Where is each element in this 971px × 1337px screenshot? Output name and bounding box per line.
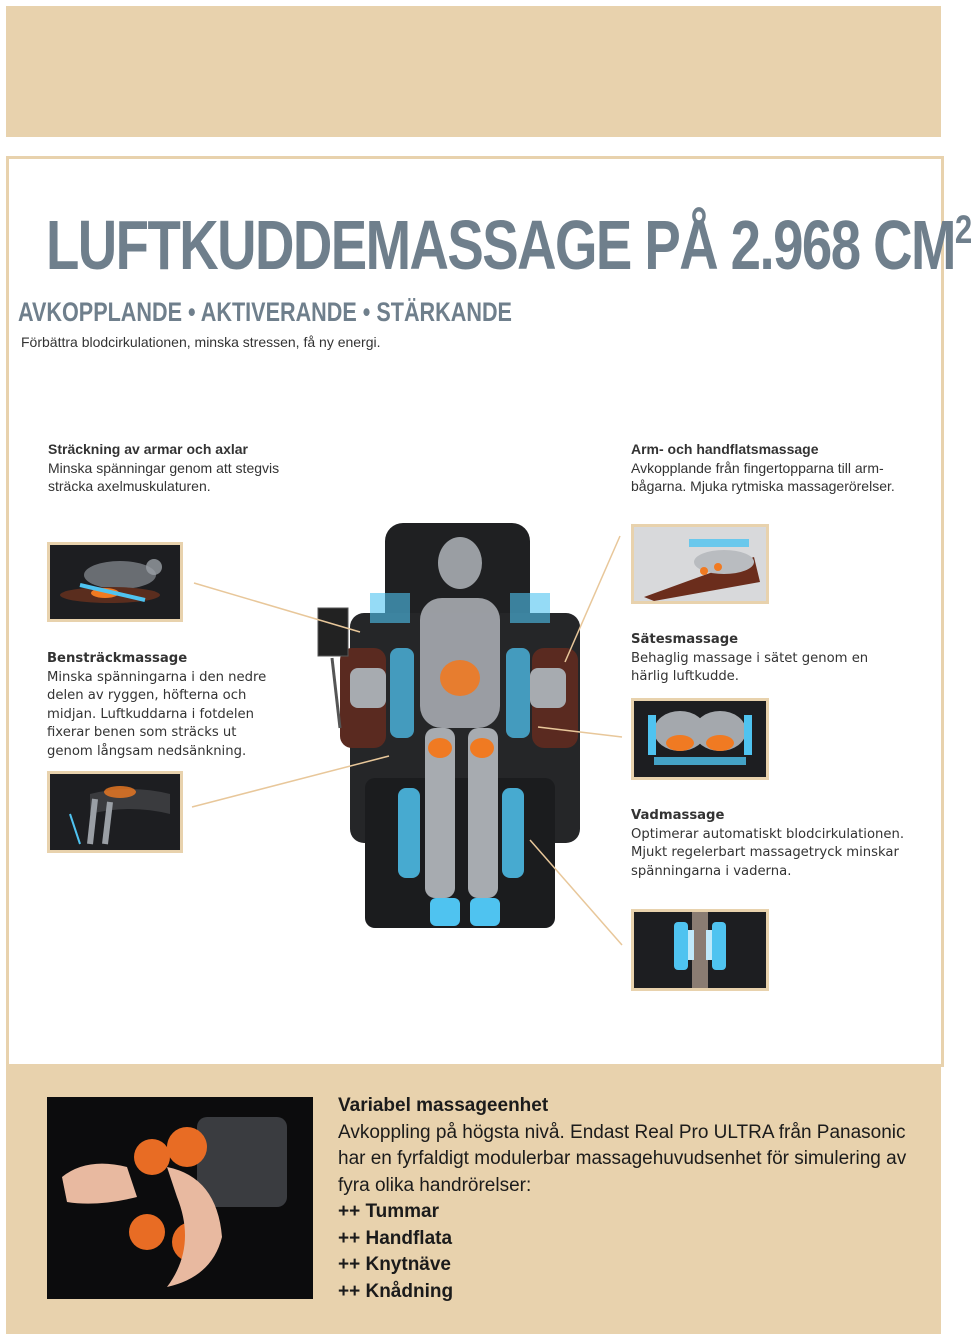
feature-text: bågarna. Mjuka rytmiska massagerörelser. xyxy=(631,478,895,494)
feature-text: Behaglig massage i sätet genom en xyxy=(631,650,869,666)
intro-text: Förbättra blodcirkulationen, minska stressen, få ny energi. xyxy=(21,334,381,350)
feature-text: sträcka axelmuskulaturen. xyxy=(48,478,211,494)
section-text: Avkoppling på högsta nivå. Endast Real Pro ULTRA från Panasonic xyxy=(338,1121,906,1143)
list-item: ++ Handflata xyxy=(338,1227,453,1249)
list-item: ++ Tummar xyxy=(338,1201,440,1222)
feature-heading: Bensträckmassage xyxy=(47,651,188,666)
feature-text: Minska spänningar genom att stegvis xyxy=(48,459,280,476)
feature-text: delen av ryggen, höfterna och xyxy=(47,688,247,703)
feature-text: spänningarna i vaderna. xyxy=(631,863,792,879)
feature-heading: Vadmassage xyxy=(631,808,725,823)
section-text: har en fyrfaldigt modulerbar massagehuvudsenhet för simulering av xyxy=(338,1148,907,1169)
feature-text: Optimerar automatiskt blodcirkulationen. xyxy=(631,826,905,842)
feature-heading: Sträckning av armar och axlar xyxy=(48,441,248,457)
feature-heading: Sätesmassage xyxy=(631,632,739,647)
feature-text: midjan. Luftkuddarna i fotdelen xyxy=(47,706,255,722)
feature-text: Mjukt regelerbart massagetryck minskar xyxy=(631,845,899,860)
feature-text: härlig luftkudde. xyxy=(631,669,739,684)
feature-heading: Arm- och handflatsmassage xyxy=(631,441,819,457)
massage-unit-image xyxy=(47,1097,313,1299)
page-subtitle: AVKOPPLANDE • AKTIVERANDE • STÄRKANDE xyxy=(18,297,512,327)
feature-text: fixerar benen som sträcks ut xyxy=(47,725,237,740)
section-heading: Variabel massageenhet xyxy=(338,1095,549,1116)
feature-text: genom långsam nedsänkning. xyxy=(47,743,247,759)
feature-text: Avkopplande från fingertopparna till arm- xyxy=(631,459,884,476)
list-item: ++ Knådning xyxy=(338,1280,454,1302)
feature-text: Minska spänningarna i den nedre xyxy=(47,669,267,685)
variable-unit-section xyxy=(338,1093,906,1305)
section-text: fyra olika handrörelser: xyxy=(338,1174,532,1196)
page-title: LUFTKUDDEMASSAGE PÅ 2.968 $CM^2$ xyxy=(46,206,971,284)
list-item: ++ Knytnäve xyxy=(338,1254,451,1275)
